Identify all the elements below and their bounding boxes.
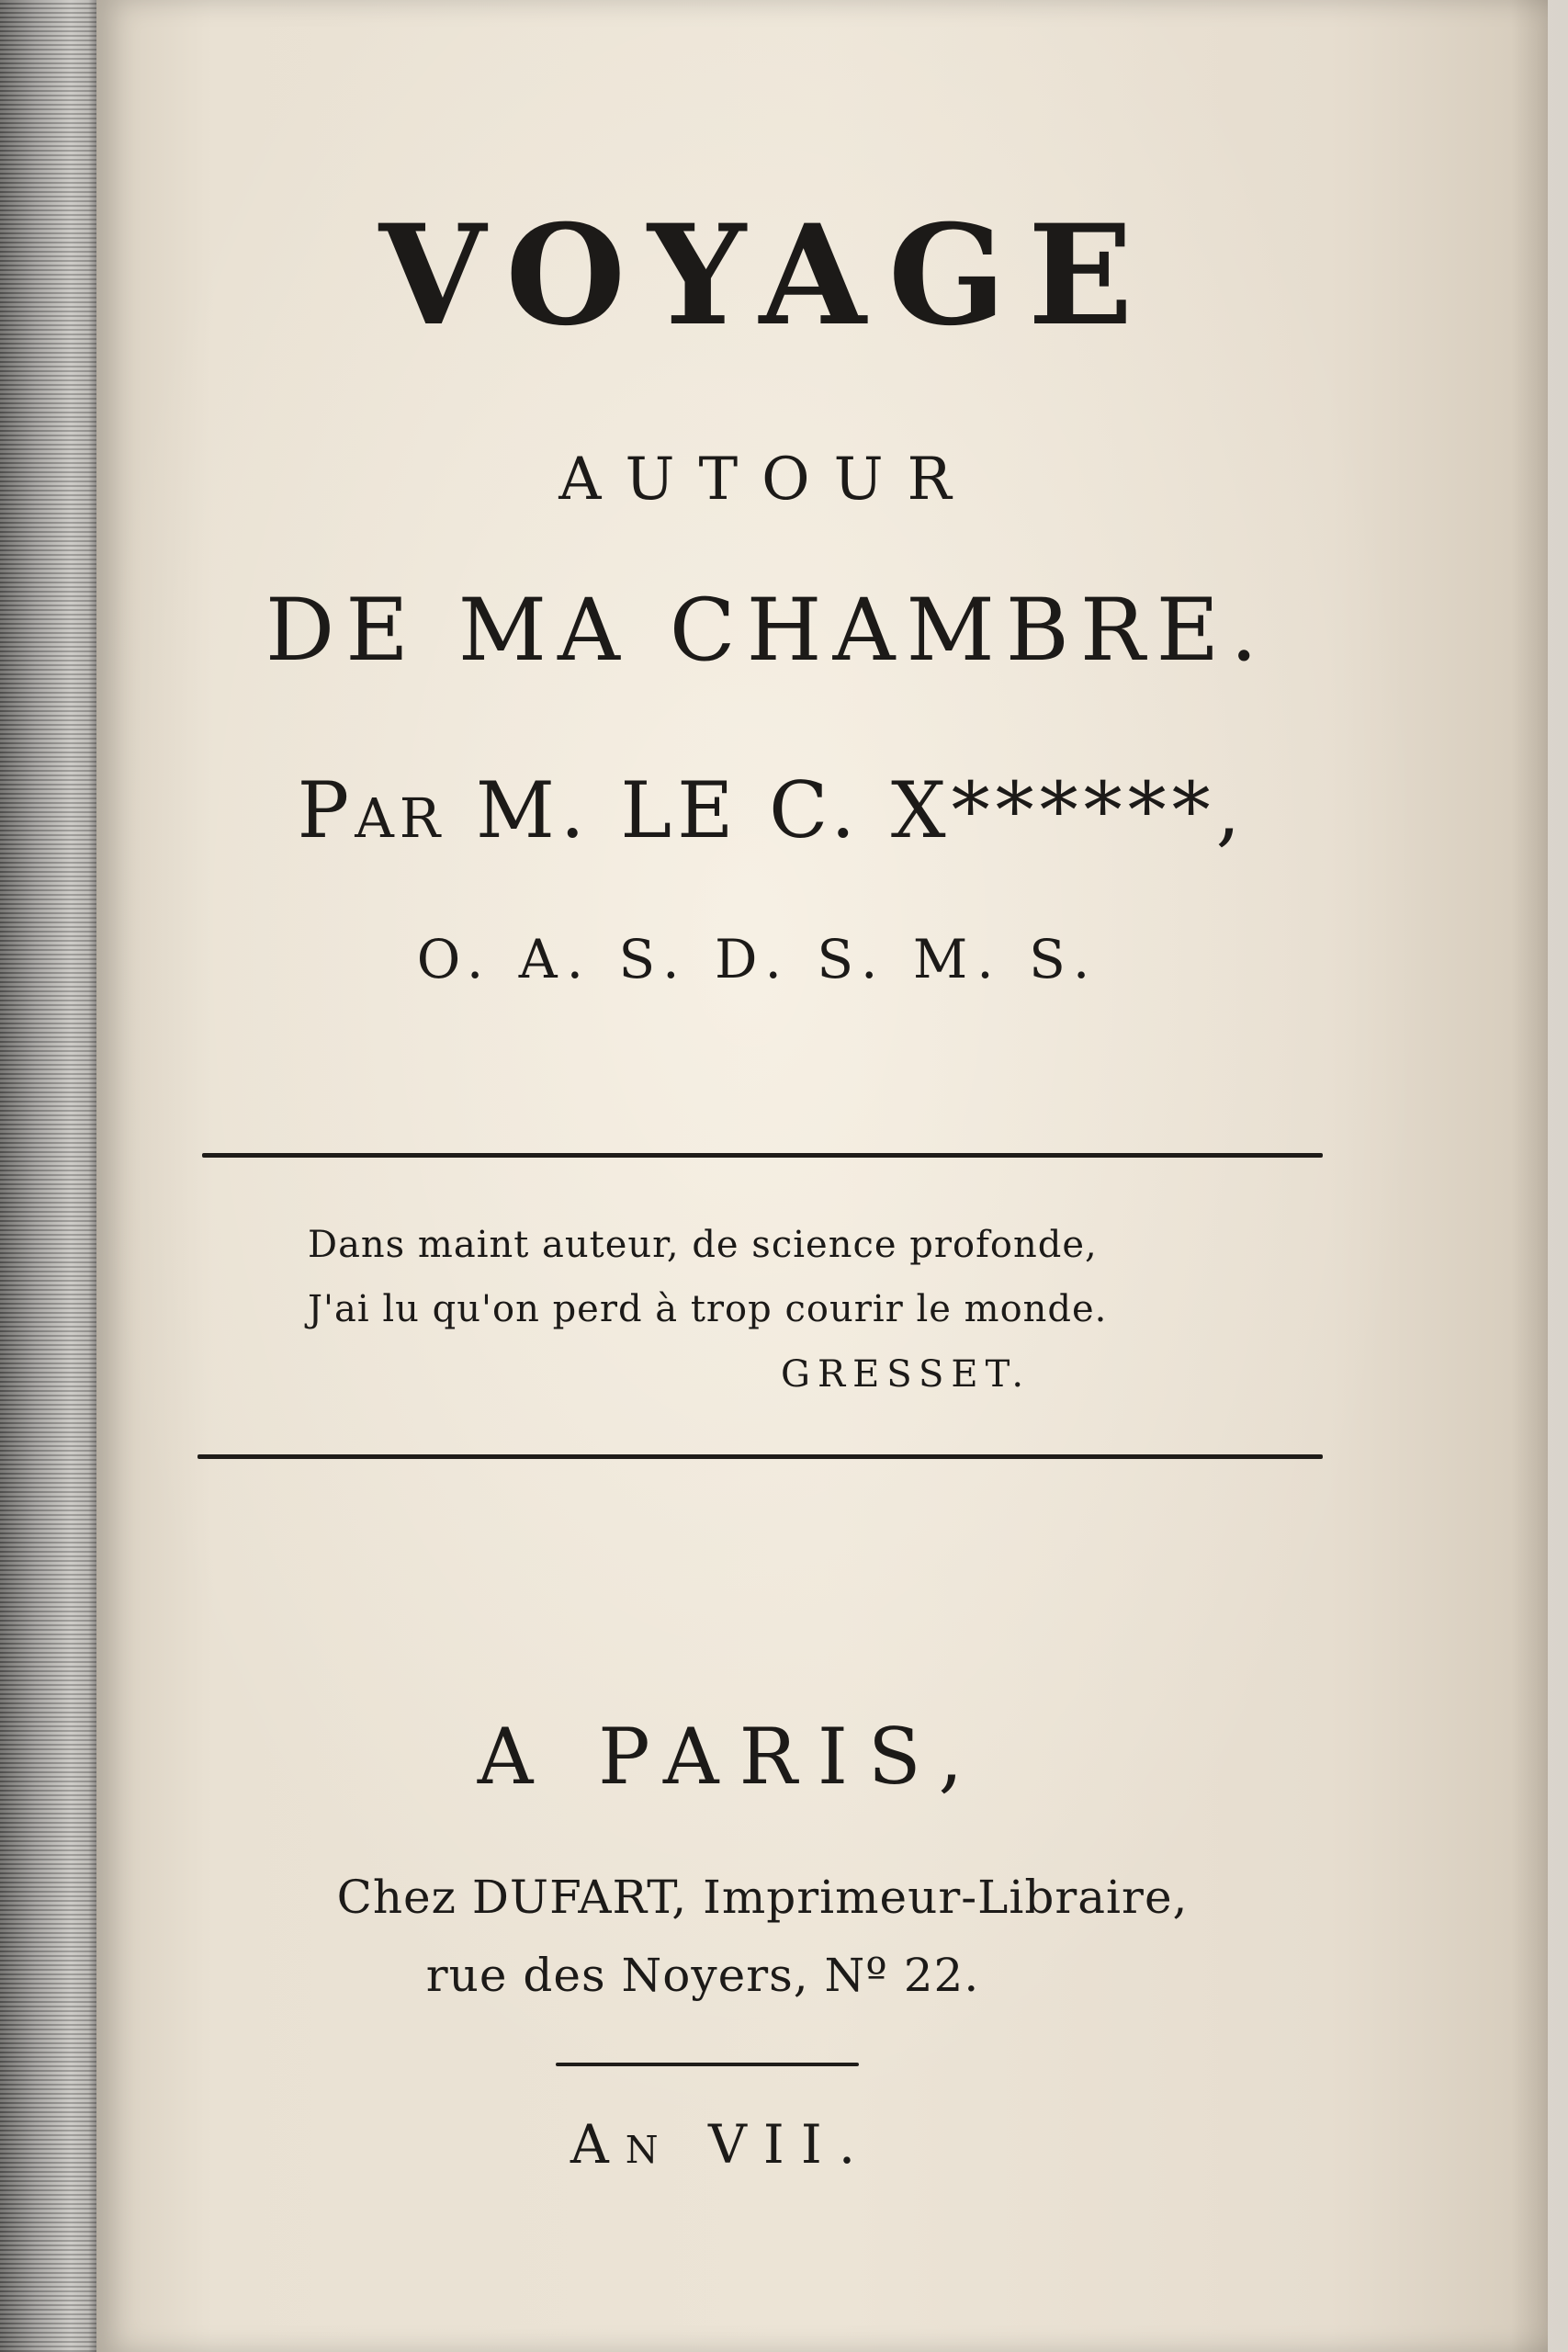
author-orders: O. A. S. D. S. M. S. — [416, 928, 1100, 990]
book-title-line-3: DE MA CHAMBRE. — [265, 581, 1269, 681]
epigraph-line-2: J'ai lu qu'on perd à trop courir le monde. — [308, 1288, 1108, 1330]
author-line: Par M. LE C. X******, — [297, 765, 1247, 855]
title-page — [96, 0, 1548, 2352]
imprint-publisher: Chez DUFART, Imprimeur-Libraire, — [336, 1871, 1189, 1924]
frontispiece-engraving — [0, 0, 101, 2352]
divider-rule-short — [556, 2063, 859, 2066]
book-title-line-2: AUTOUR — [558, 446, 976, 514]
page-edge-shadow — [1511, 0, 1548, 2352]
imprint-address: rue des Noyers, Nº 22. — [425, 1949, 980, 2002]
epigraph-attribution: GRESSET. — [781, 1353, 1032, 1396]
divider-rule-top — [202, 1153, 1323, 1158]
book-title: VOYAGE — [378, 195, 1156, 356]
imprint-year: An VII. — [570, 2113, 873, 2176]
imprint-city: A PARIS, — [477, 1712, 984, 1802]
epigraph-line-1: Dans maint auteur, de science profonde, — [308, 1224, 1098, 1266]
divider-rule-bottom — [197, 1454, 1323, 1459]
